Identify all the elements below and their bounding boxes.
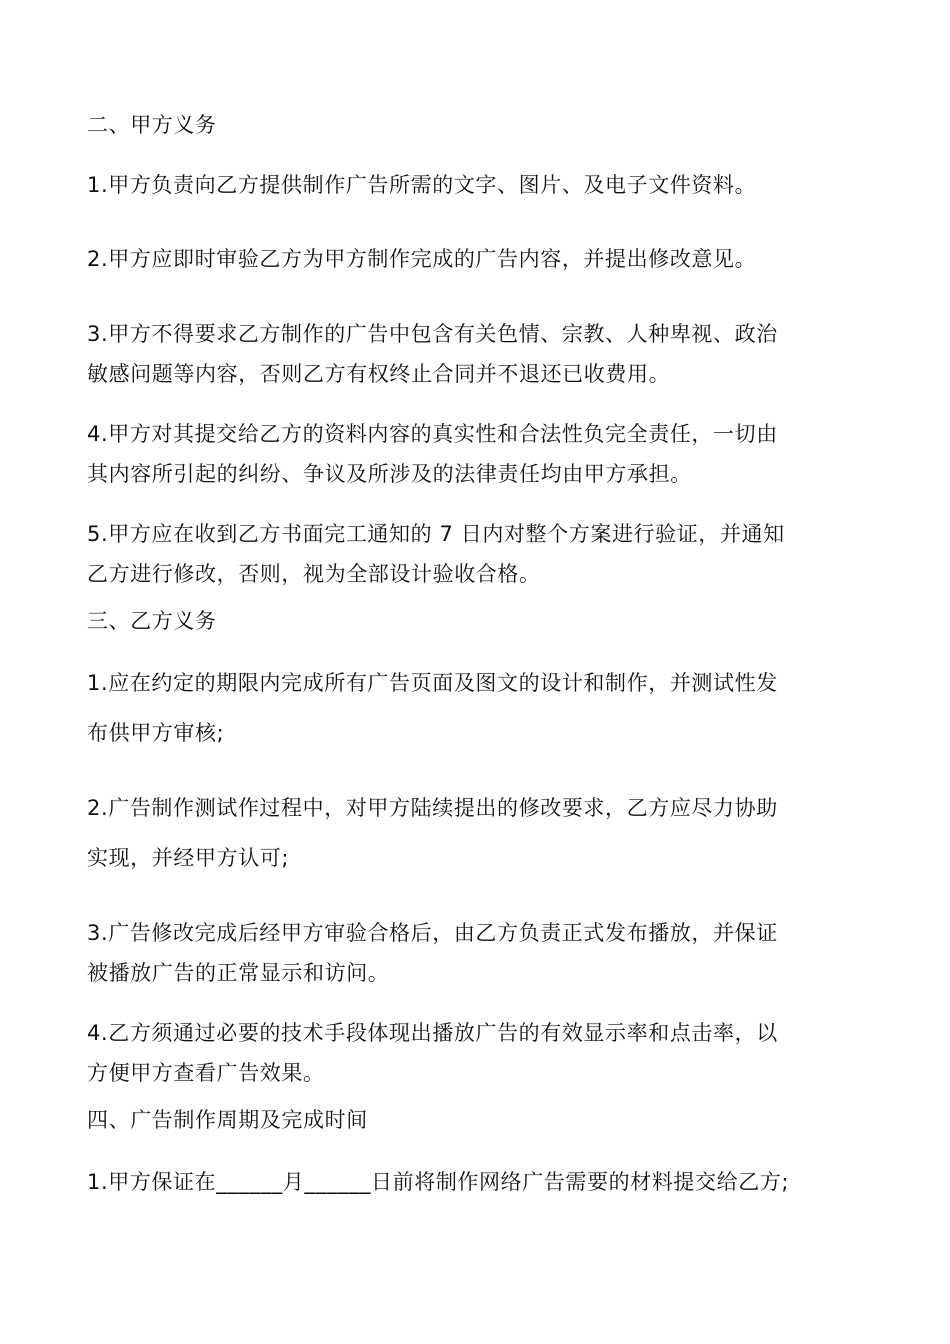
clause-3-4-line2: 方便甲方查看广告效果。 [87, 1061, 325, 1085]
section-heading-3: 三、乙方义务 [87, 609, 217, 633]
section-heading-2: 二、甲方义务 [87, 113, 217, 137]
clause-3-3-line2: 被播放广告的正常显示和访问。 [87, 961, 390, 985]
clause-3-1-line2: 布供甲方审核; [87, 721, 225, 745]
clause-3-2-line2: 实现，并经甲方认可; [87, 846, 290, 870]
clause-2-5-line1: 5.甲方应在收到乙方书面完工通知的 7 日内对整个方案进行验证，并通知 [87, 522, 785, 546]
clause-2-5-line2: 乙方进行修改，否则，视为全部设计验收合格。 [87, 562, 541, 586]
clause-4-1: 1.甲方保证在______月______日前将制作网络广告需要的材料提交给乙方; [87, 1170, 790, 1194]
clause-2-3-line2: 敏感问题等内容，否则乙方有权终止合同并不退还已收费用。 [87, 362, 671, 386]
clause-3-1-line1: 1.应在约定的期限内完成所有广告页面及图文的设计和制作，并测试性发 [87, 671, 778, 695]
clause-2-1: 1.甲方负责向乙方提供制作广告所需的文字、图片、及电子文件资料。 [87, 173, 757, 197]
clause-2-4-line1: 4.甲方对其提交给乙方的资料内容的真实性和合法性负完全责任，一切由 [87, 422, 778, 446]
clause-3-4-line1: 4.乙方须通过必要的技术手段体现出播放广告的有效显示率和点击率，以 [87, 1021, 778, 1045]
clause-2-3-line1: 3.甲方不得要求乙方制作的广告中包含有关色情、宗教、人种卑视、政治 [87, 322, 778, 346]
clause-3-3-line1: 3.广告修改完成后经甲方审验合格后，由乙方负责正式发布播放，并保证 [87, 921, 778, 945]
section-heading-4: 四、广告制作周期及完成时间 [87, 1108, 368, 1132]
clause-2-4-line2: 其内容所引起的纠纷、争议及所涉及的法律责任均由甲方承担。 [87, 462, 692, 486]
clause-3-2-line1: 2.广告制作测试作过程中，对甲方陆续提出的修改要求，乙方应尽力协助 [87, 796, 778, 820]
clause-2-2: 2.甲方应即时审验乙方为甲方制作完成的广告内容，并提出修改意见。 [87, 247, 757, 271]
